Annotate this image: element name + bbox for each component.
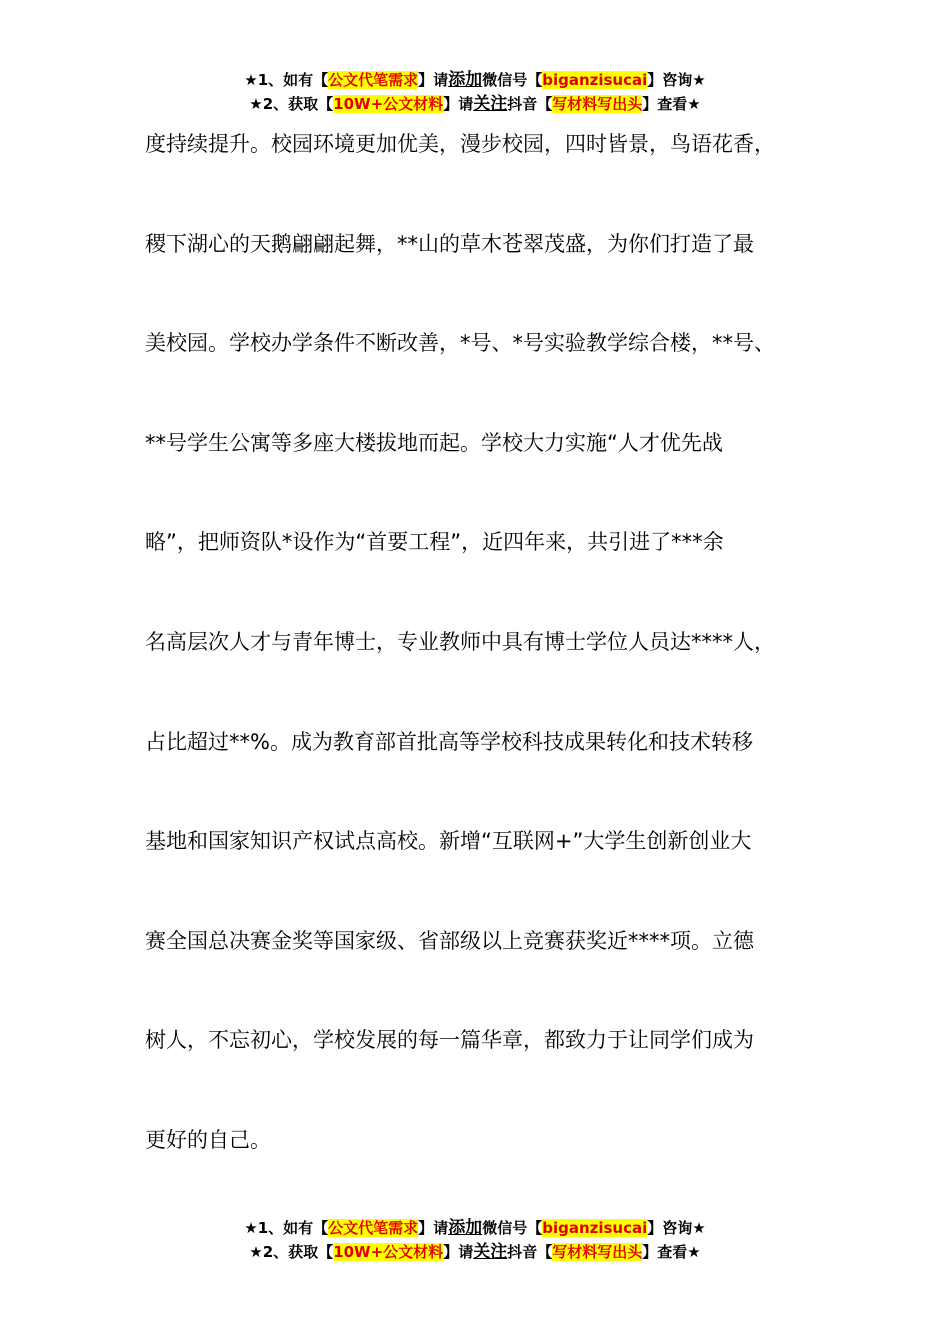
highlight-materials: 10W+公文材料: [333, 1243, 444, 1261]
banner-text: 】请: [418, 1219, 449, 1237]
underlined-add: 添加: [448, 70, 483, 90]
body-line: 度持续提升。校园环境更加优美，漫步校园，四时皆景，鸟语花香，: [145, 132, 775, 156]
body-line: 基地和国家知识产权试点高校。新增“互联网+”大学生创新创业大: [145, 829, 752, 854]
underlined-follow: 关注: [473, 94, 508, 114]
footer-banner: [0, 1216, 950, 1264]
banner-line-2: [0, 1240, 950, 1264]
banner-text: 】咨询★: [647, 71, 706, 89]
banner-text: 抖音【: [507, 95, 553, 113]
banner-text: 】请: [443, 95, 474, 113]
banner-line-1: [0, 1216, 950, 1240]
banner-text: 微信号【: [482, 1219, 543, 1237]
banner-text: ★2、获取【: [249, 95, 334, 113]
highlight-douyin-name: 写材料写出头: [552, 95, 643, 113]
highlight-service: 公文代笔需求: [328, 1219, 419, 1237]
underlined-follow: 关注: [473, 1242, 508, 1262]
body-line: **号学生公寓等多座大楼拔地而起。学校大力实施“人才优先战: [145, 430, 723, 455]
highlight-materials: 10W+公文材料: [333, 95, 444, 113]
banner-text: 微信号【: [482, 71, 543, 89]
banner-text: 】查看★: [642, 1243, 701, 1261]
banner-text: 】请: [418, 71, 449, 89]
banner-text: ★2、获取【: [249, 1243, 334, 1261]
banner-text: 】咨询★: [647, 1219, 706, 1237]
highlight-douyin-name: 写材料写出头: [552, 1243, 643, 1261]
body-line: 略”，把师资队*设作为“首要工程”，近四年来，共引进了***余: [145, 530, 724, 555]
banner-text: ★1、如有【: [244, 1219, 329, 1237]
highlight-service: 公文代笔需求: [328, 71, 419, 89]
header-banner: [0, 68, 950, 116]
highlight-wechat-id: biganzisucai: [542, 71, 648, 89]
body-line: 稷下湖心的天鹅翩翩起舞，**山的草木苍翠茂盛，为你们打造了最: [145, 231, 754, 256]
banner-line-1: [0, 68, 950, 92]
body-line: 树人，不忘初心，学校发展的每一篇华章，都致力于让同学们成为: [145, 1028, 754, 1053]
body-line: 名高层次人才与青年博士，专业教师中具有博士学位人员达****人，: [145, 629, 775, 654]
banner-text: 】请: [443, 1243, 474, 1261]
highlight-wechat-id: biganzisucai: [542, 1219, 648, 1237]
body-line: 占比超过**%。成为教育部首批高等学校科技成果转化和技术转移: [145, 729, 753, 754]
body-line: 赛全国总决赛金奖等国家级、省部级以上竞赛获奖近****项。立德: [145, 928, 754, 953]
underlined-add: 添加: [448, 1218, 483, 1238]
document-body: [145, 122, 835, 1218]
body-line: 更好的自己。: [145, 1127, 271, 1152]
banner-line-2: [0, 92, 950, 116]
banner-text: 抖音【: [507, 1243, 553, 1261]
banner-text: ★1、如有【: [244, 71, 329, 89]
body-line: 美校园。学校办学条件不断改善，*号、*号实验教学综合楼，**号、: [145, 331, 775, 356]
banner-text: 】查看★: [642, 95, 701, 113]
